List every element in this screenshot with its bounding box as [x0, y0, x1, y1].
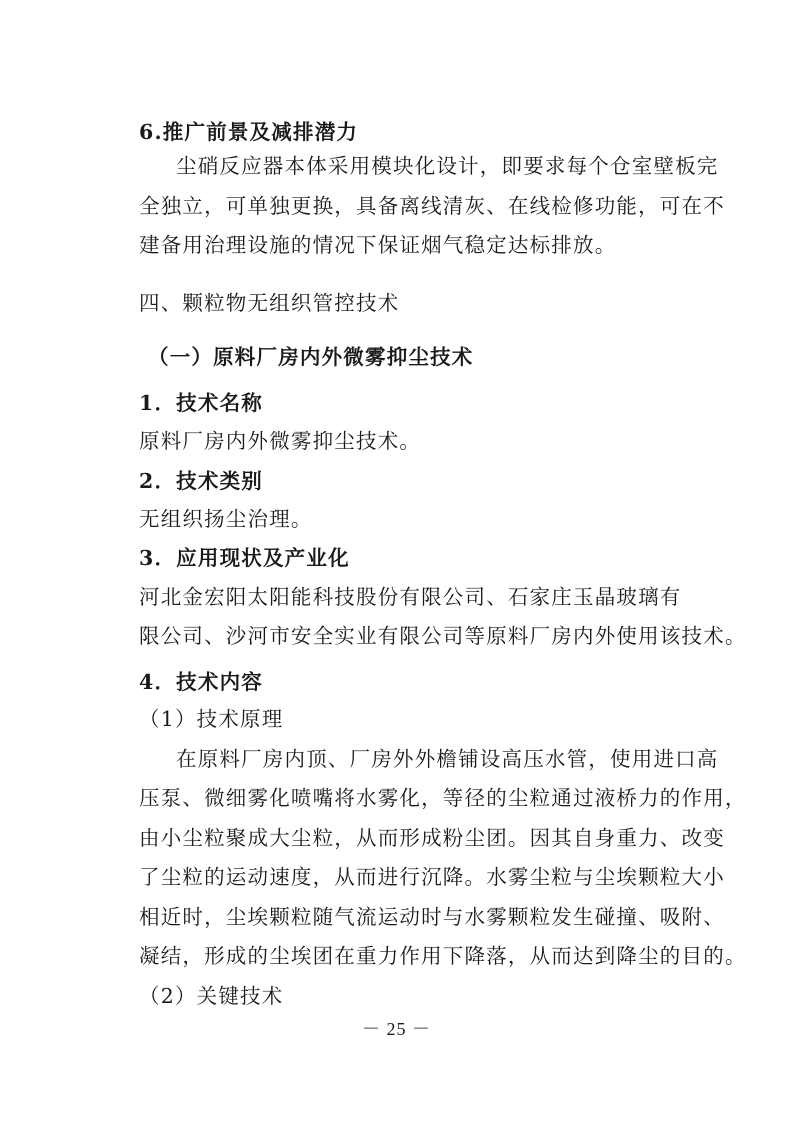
item-4-subheading-1: （1）技术原理	[139, 707, 284, 731]
item-4-principle-line-4: 了尘粒的运动速度，从而进行沉降。水雾尘粒与尘埃颗粒大小	[139, 865, 725, 889]
item-3-body-line-2: 限公司、沙河市安全实业有限公司等原料厂房内外使用该技术。	[139, 624, 747, 648]
item-1-heading: 1．技术名称	[139, 391, 263, 415]
item-3-body-line-1: 河北金宏阳太阳能科技股份有限公司、石家庄玉晶玻璃有	[139, 585, 682, 609]
section-6-paragraph-line-2: 全独立，可单独更换，具备离线清灰、在线检修功能，可在不	[139, 194, 725, 218]
item-4-subheading-2: （2）关键技术	[139, 984, 284, 1008]
part-4-heading: 四、颗粒物无组织管控技术	[139, 291, 400, 315]
item-2-body: 无组织扬尘治理。	[139, 507, 313, 531]
section-6-heading: 6.推广前景及减排潜力	[139, 120, 359, 144]
item-4-principle-line-6: 凝结，形成的尘埃团在重力作用下降落，从而达到降尘的目的。	[139, 944, 747, 968]
item-4-principle-line-2: 压泵、微细雾化喷嘴将水雾化，等径的尘粒通过液桥力的作用，	[139, 786, 747, 810]
section-6-paragraph-line-1: 尘硝反应器本体采用模块化设计，即要求每个仓室壁板完	[176, 154, 719, 178]
item-4-principle-line-3: 由小尘粒聚成大尘粒，从而形成粉尘团。因其自身重力、改变	[139, 826, 725, 850]
item-4-principle-line-1: 在原料厂房内顶、厂房外外檐铺设高压水管，使用进口高	[176, 747, 719, 771]
item-1-body: 原料厂房内外微雾抑尘技术。	[139, 429, 422, 453]
page-number: － 25 －	[362, 1019, 431, 1039]
item-4-heading: 4．技术内容	[139, 670, 263, 694]
item-3-heading: 3．应用现状及产业化	[139, 546, 350, 570]
subsection-1-heading: （一）原料厂房内外微雾抑尘技术	[148, 345, 474, 369]
item-4-principle-line-5: 相近时，尘埃颗粒随气流运动时与水雾颗粒发生碰撞、吸附、	[139, 905, 725, 929]
section-6-paragraph-line-3: 建备用治理设施的情况下保证烟气稳定达标排放。	[139, 233, 617, 257]
item-2-heading: 2．技术类别	[139, 469, 263, 493]
